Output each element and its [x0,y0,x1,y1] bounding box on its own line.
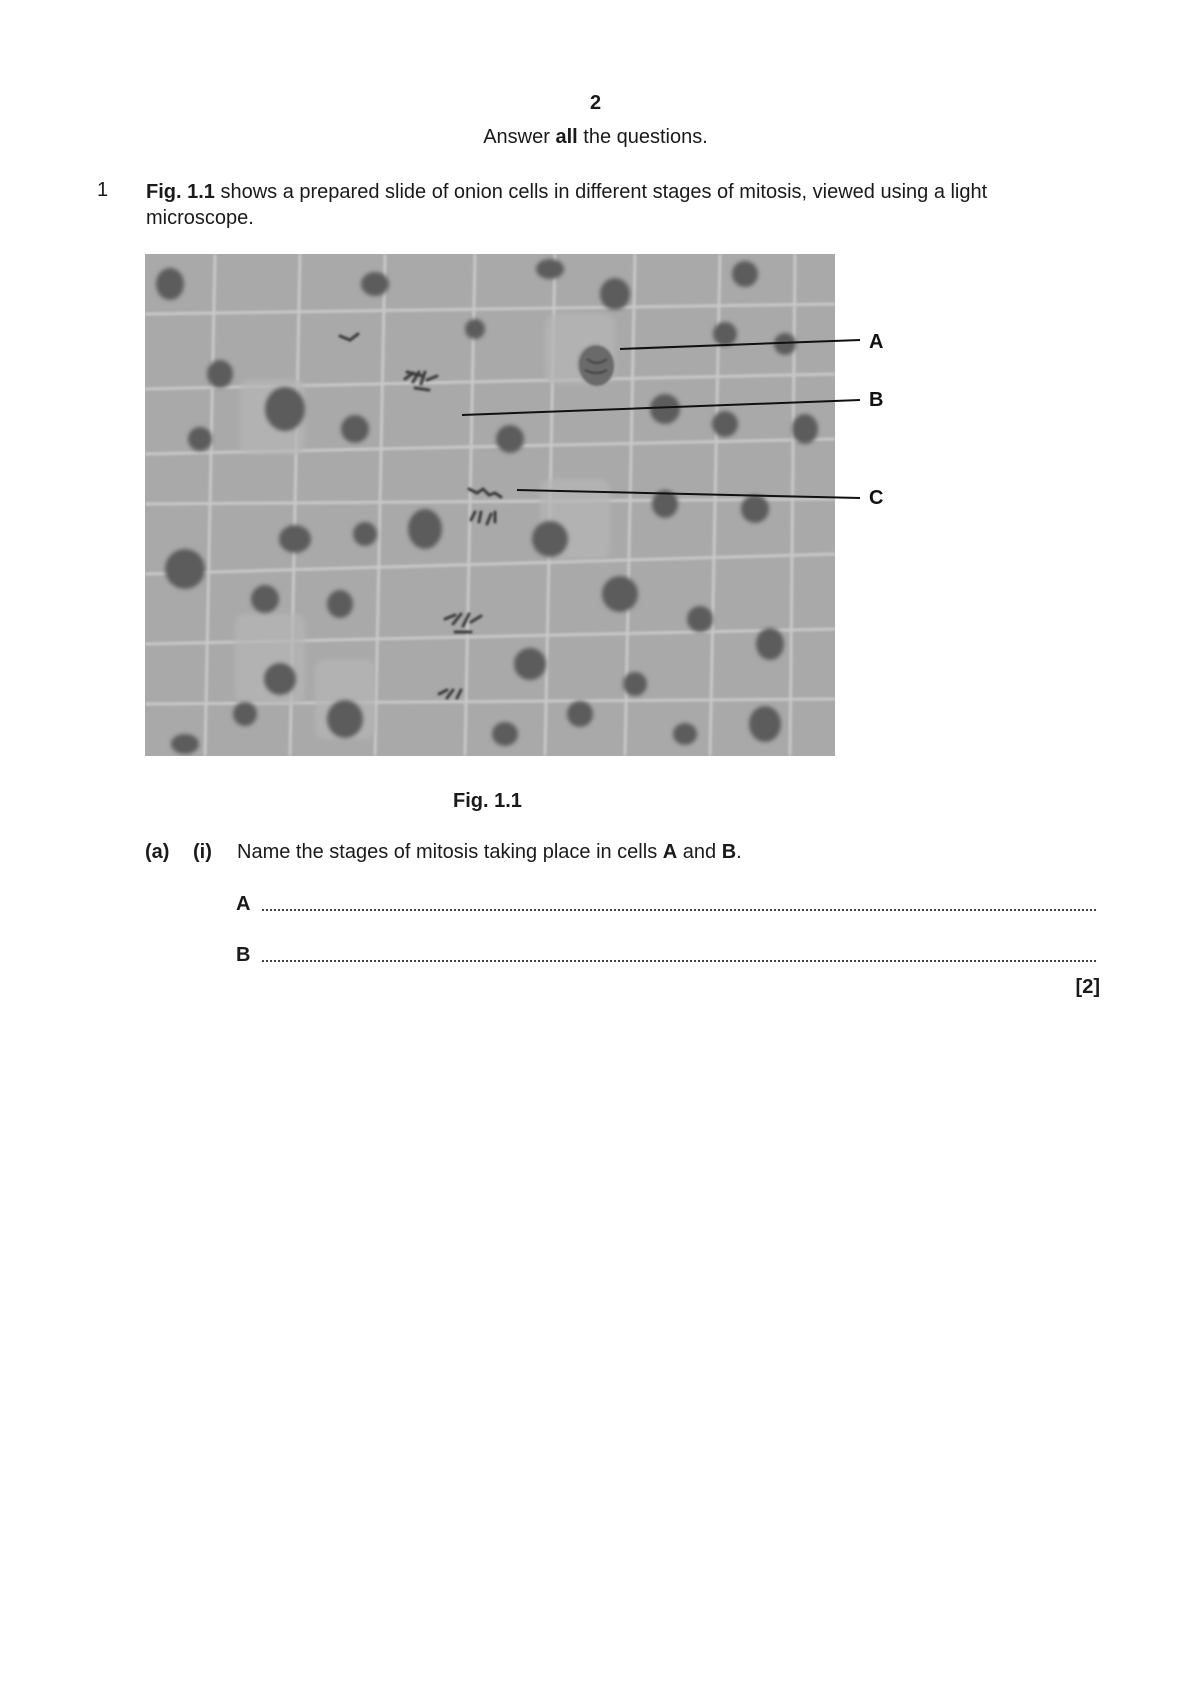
answer-line-a[interactable] [262,909,1096,911]
part-letter: (a) [145,841,170,863]
label-b: B [869,389,884,411]
answer-line-b[interactable] [262,960,1096,962]
label-leader-lines [462,340,860,498]
label-c: C [869,487,884,509]
part-question-text: Name the stages of mitosis taking place in cells A and B. [237,841,742,863]
page-number: 2 [589,92,602,114]
figure-caption: Fig. 1.1 [453,790,522,812]
figure-reference: Fig. 1.1 [146,181,215,203]
subpart-number: (i) [193,841,212,863]
instruction: Answer all the questions. [483,126,708,148]
label-b-line [462,400,860,415]
label-a: A [869,331,884,353]
question-number: 1 [97,179,109,201]
marks-allocation: [2] [1075,976,1100,998]
answer-label-a: A [236,893,251,915]
label-c-line [517,490,860,498]
instruction-emphasis: all [555,126,578,148]
question-stem: Fig. 1.1 shows a prepared slide of onion cells in different stages of mitosis, viewed using a light microscope. [146,181,988,229]
label-a-line [620,340,860,349]
answer-label-b: B [236,944,251,966]
